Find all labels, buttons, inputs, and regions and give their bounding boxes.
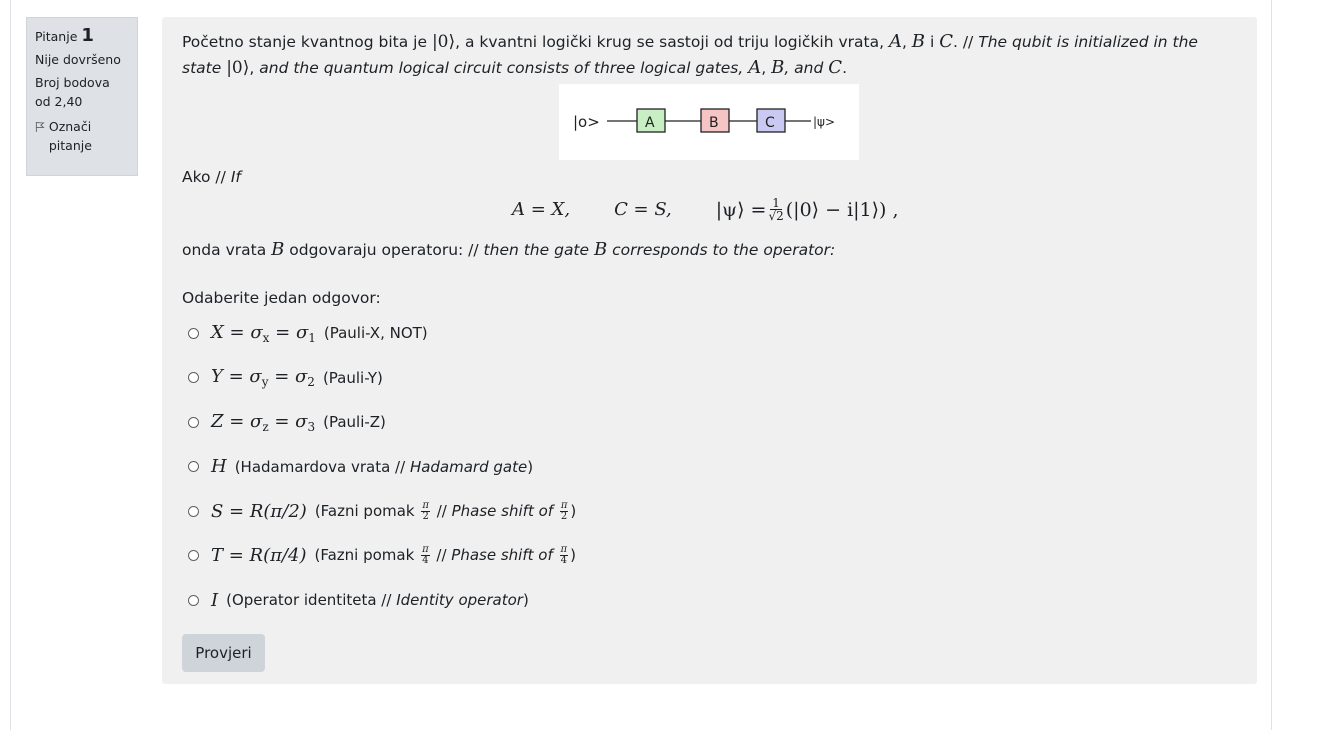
eq-c: C = S, [614,199,672,220]
radio-i[interactable] [188,595,199,606]
answer-label: (Hadamardova vrata // Hadamard gate) [234,457,534,476]
question-state: Nije dovršeno [35,52,121,67]
question-word: Pitanje [35,29,78,44]
answer-label: (Operator identiteta // Identity operator) [226,591,529,610]
radio-z[interactable] [188,417,199,428]
answer-option-z[interactable] [188,400,576,445]
radio-t[interactable] [188,550,199,561]
circuit-diagram [559,84,859,160]
then-line: onda vrata B odgovaraju operatoru: // then the gate B corresponds to the operator: [182,239,836,260]
gate-b-label: B [709,115,719,131]
answer-label: (Fazni pomak $\frac{\pi}{4}$ // Phase shift of $\frac{\pi}{4}$ ) [314,544,576,567]
answer-list [188,311,576,623]
answer-option-s[interactable] [188,489,576,534]
question-number-value: 1 [81,25,94,46]
answer-label: (Pauli-Z) [323,413,386,432]
check-button[interactable]: Provjeri [182,634,265,672]
answer-label: (Fazni pomak $\frac{\pi}{2}$ // Phase shift of $\frac{\pi}{2}$ ) [314,499,577,522]
radio-y[interactable] [188,372,199,383]
question-text: Početno stanje kvantnog bita je |0⟩, a kvantni logički krug se sastoji od triju logičkih vrata, A, B i C. // The qubit is initialized in the state |0⟩, and the quantum logical circuit consists of three logical gates, A, B, and C. [182,31,1198,78]
eq-tail: (|0⟩ − i|1⟩) , [785,198,899,221]
given-equations [512,197,899,222]
answer-prompt: Odaberite jedan odgovor: [182,289,381,307]
answer-math: T = R(π/4) [211,545,307,567]
gate-a-label: A [645,115,655,131]
flag-question-link[interactable] [35,117,129,155]
circuit-output-label: |ψ> [813,115,836,129]
question-number [35,26,129,46]
radio-x[interactable] [188,328,199,339]
answer-option-i[interactable] [188,578,576,623]
answer-math: H [211,456,227,478]
answer-label: (Pauli-X, NOT) [323,324,428,343]
question-info-panel [26,17,138,176]
answer-math: $Z = \sigma_z = \sigma_3$ [211,410,316,434]
answer-math: I [211,589,219,611]
answer-label: (Pauli-Y) [322,368,383,387]
circuit-svg [559,84,859,160]
answer-math: S = R(π/2) [211,500,307,522]
eq-psi: |ψ⟩ = [715,198,767,221]
answer-math: $Y = \sigma_y = \sigma_2$ [211,366,315,390]
if-line: Ako // If [182,168,241,186]
answer-option-y[interactable] [188,356,576,401]
answer-math: $X = \sigma_x = \sigma_1$ [211,321,316,345]
flag-icon [35,121,45,133]
question-content [162,17,1257,684]
answer-option-x[interactable] [188,311,576,356]
circuit-input-label: |o> [573,113,600,131]
eq-fraction: $\frac{1}{√2}$ [768,196,784,223]
flag-label: Označi pitanje [48,119,92,153]
question-marks: Broj bodova od 2,40 [35,75,110,109]
radio-h[interactable] [188,461,199,472]
radio-s[interactable] [188,506,199,517]
gate-c-label: C [765,115,775,131]
eq-a: A = X, [512,199,571,220]
answer-option-t[interactable] [188,534,576,579]
answer-option-h[interactable] [188,445,576,490]
